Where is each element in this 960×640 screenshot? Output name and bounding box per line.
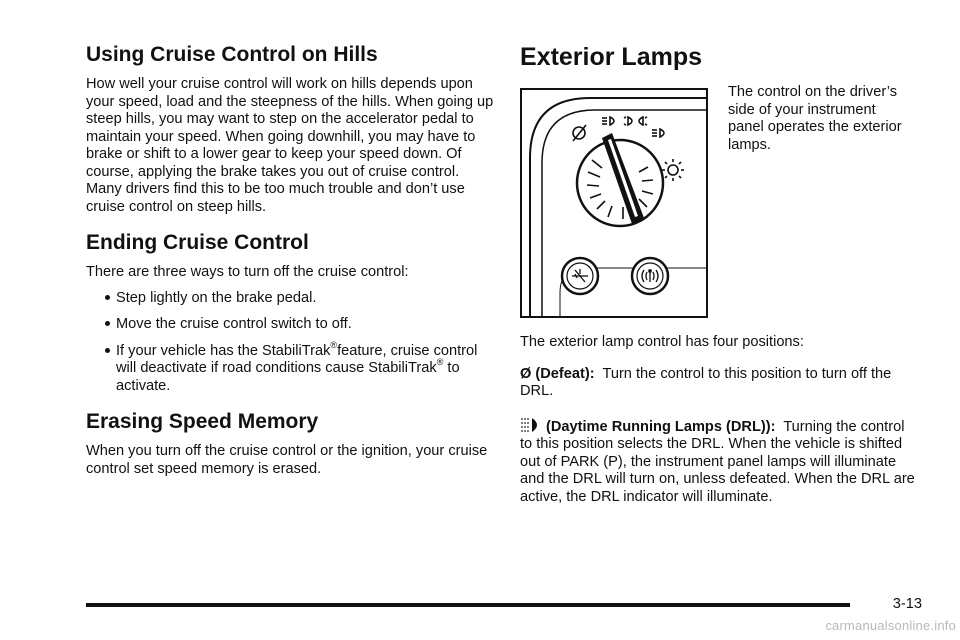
definition-defeat: Turn the control to this position to turn off the DRL. <box>520 365 892 399</box>
term-defeat: Ø (Defeat): <box>520 365 595 382</box>
paragraph-drl <box>520 417 920 507</box>
paragraph-defeat <box>520 366 920 401</box>
figure-caption: The control on the driver’s side of your instrument panel operates the exterior lamps. <box>728 84 902 153</box>
paragraph-ending-intro: There are three ways to turn off the cruise control: <box>86 264 409 280</box>
ending-methods-list <box>86 290 496 396</box>
heading-cruise-hills: Using Cruise Control on Hills <box>86 43 378 66</box>
list-item-text: feature, cruise control will deactivate if road conditions cause StabiliTrak <box>116 342 478 376</box>
figure-row <box>520 84 920 318</box>
definition-drl: Turning the control to this position selects the DRL. When the vehicle is shifted out of PARK (P), the instrument panel lamps will illuminate and the DRL will turn on, unless defeated. When the DRL are active, the DRL indicator will illuminate. <box>520 418 915 505</box>
list-item-text: If your vehicle has the StabiliTrak <box>116 342 331 359</box>
paragraph-cruise-hills: How well your cruise control will work on hills depends upon your speed, load and the steepness of the hills. When going up steep hills, you may want to step on the accelerator pedal to maintain your speed. When going downhill, you may have to brake or shift to a lower gear to keep your speed down. Of course, applying the brake takes you out of cruise control. Many drivers find this to be too much trouble and don’t use cruise control on steep hills. <box>86 76 494 215</box>
registered-mark: ® <box>436 357 444 367</box>
list-item: Step lightly on the brake pedal. <box>86 290 496 308</box>
exterior-lamp-control-illustration <box>520 88 708 318</box>
drl-lamp-icon <box>520 417 542 433</box>
paragraph-positions-intro: The exterior lamp control has four positions: <box>520 334 804 350</box>
heading-erasing-memory: Erasing Speed Memory <box>86 410 319 433</box>
list-item <box>86 339 496 396</box>
page-number: 3-13 <box>892 596 922 612</box>
heading-exterior-lamps: Exterior Lamps <box>520 43 703 71</box>
list-item: Move the cruise control switch to off. <box>86 316 496 334</box>
list-item-text: to activate. <box>116 360 460 394</box>
footer-rule <box>86 603 850 607</box>
watermark: carmanualsonline.info <box>825 618 956 633</box>
registered-mark: ® <box>330 339 338 350</box>
term-drl: (Daytime Running Lamps (DRL)): <box>546 418 776 435</box>
left-column <box>86 42 496 478</box>
right-column <box>520 42 920 506</box>
paragraph-erasing-memory: When you turn off the cruise control or the ignition, your cruise control set speed memory is erased. <box>86 443 488 477</box>
heading-ending-cruise: Ending Cruise Control <box>86 231 309 254</box>
